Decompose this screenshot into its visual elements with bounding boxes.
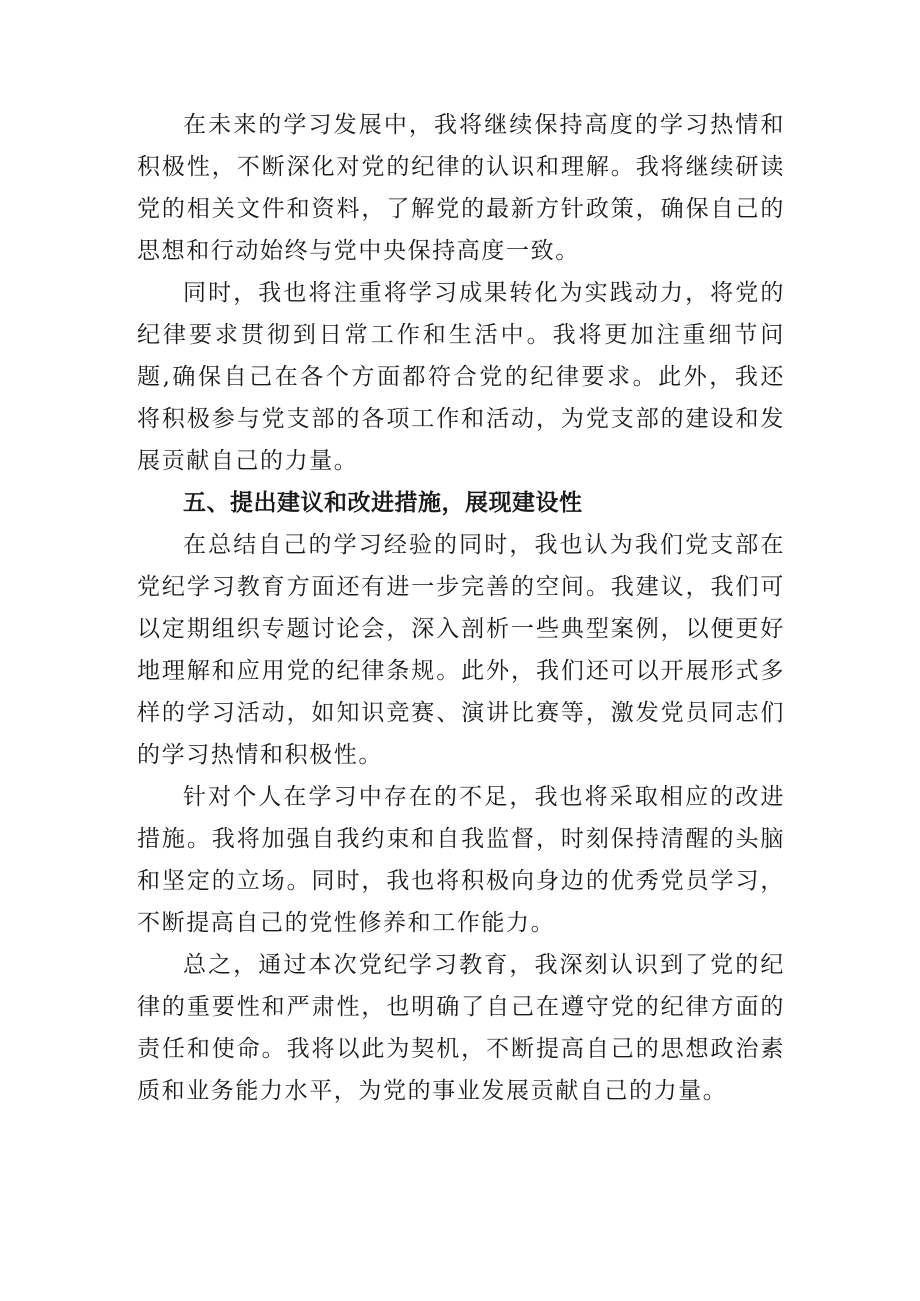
paragraph-conclusion: 总之，通过本次党纪学习教育，我深刻认识到了党的纪律的重要性和严肃性，也明确了自己在遵守党的纪律方面的责任和使命。我将以此为契机，不断提高自己的思想政治素质和业务能力水平，为党的事业发展贡献自己的力量。 — [137, 952, 785, 1104]
document-page — [137, 104, 785, 1112]
paragraph-improvements: 针对个人在学习中存在的不足，我也将采取相应的改进措施。我将加强自我约束和自我监督，时刻保持清醒的头脑和坚定的立场。同时，我也将积极向身边的优秀党员学习，不断提高自己的党性修养和工作能力。 — [137, 784, 785, 936]
paragraph-future-study: 在未来的学习发展中，我将继续保持高度的学习热情和积极性，不断深化对党的纪律的认识和理解。我将继续研读党的相关文件和资料，了解党的最新方针政策，确保自己的思想和行动始终与党中央保持高度一致。 — [137, 112, 785, 264]
paragraph-suggestions: 在总结自己的学习经验的同时，我也认为我们党支部在党纪学习教育方面还有进一步完善的空间。我建议，我们可以定期组织专题讨论会，深入剖析一些典型案例，以便更好地理解和应用党的纪律条规。此外，我们还可以开展形式多样的学习活动，如知识竞赛、演讲比赛等，激发党员同志们的学习热情和积极性。 — [137, 532, 785, 768]
paragraph-practice: 同时，我也将注重将学习成果转化为实践动力，将党的纪律要求贯彻到日常工作和生活中。我将更加注重细节问题,确保自己在各个方面都符合党的纪律要求。此外，我还将积极参与党支部的各项工作和活动，为党支部的建设和发展贡献自己的力量。 — [137, 280, 785, 474]
section-heading: 五、提出建议和改进措施，展现建设性 — [183, 490, 583, 516]
